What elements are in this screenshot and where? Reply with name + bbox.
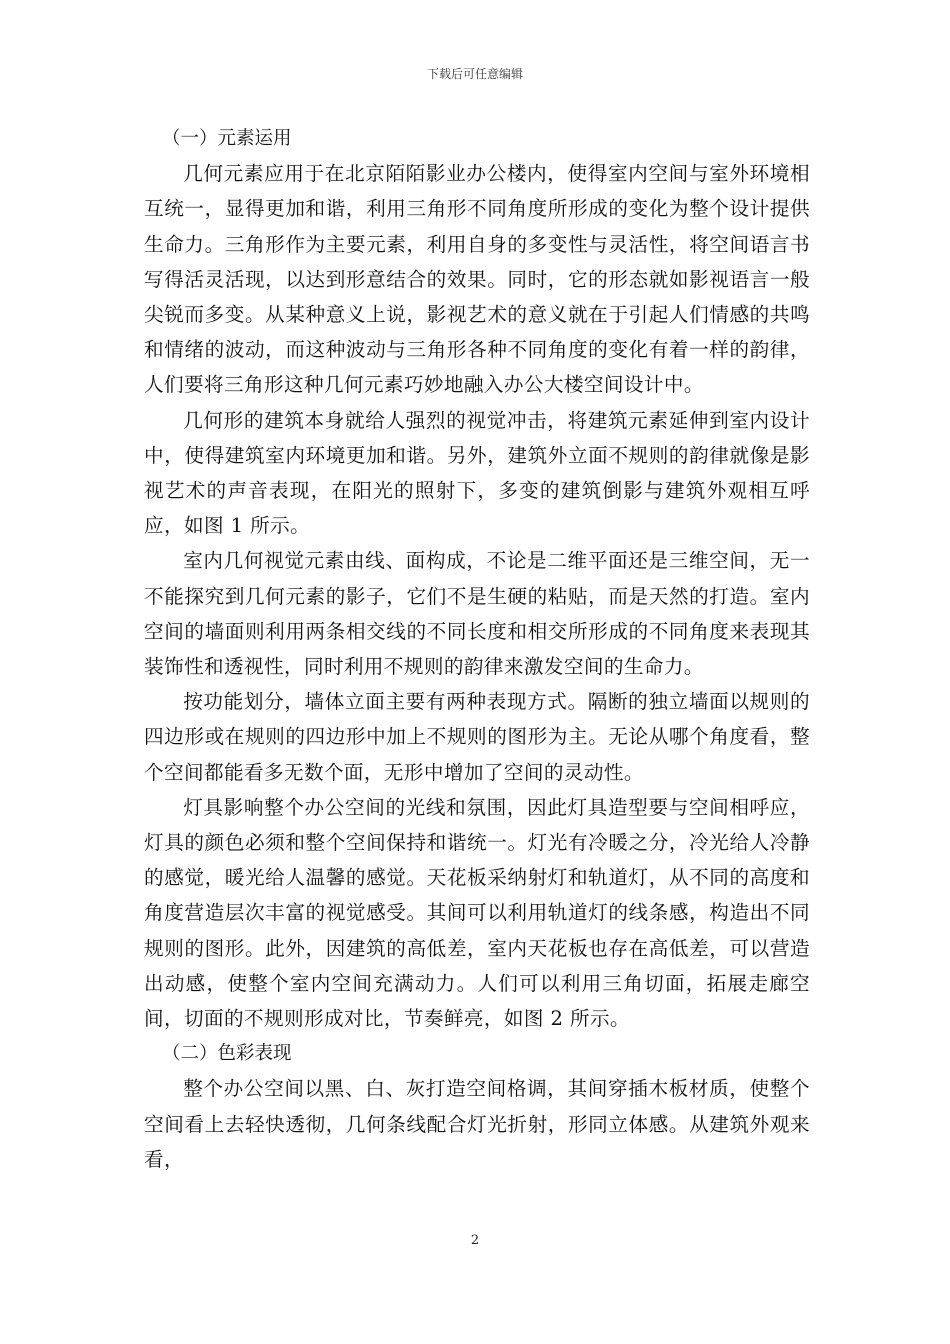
- section-heading-color: （二）色彩表现: [162, 1043, 292, 1065]
- page-header: 下载后可任意编辑: [426, 67, 523, 81]
- paragraph-architecture: 几何形的建筑本身就给人强烈的视觉冲击，将建筑元素延伸到室内设计中，使得建筑室内环境更加和谐。另外，建筑外立面不规则的韵律就像是影视艺术的声音表现，在阳光的照射下，多变的建筑倒影与建筑外观相互呼应，如图 1 所示。: [144, 408, 810, 538]
- page-number: 2: [470, 1233, 480, 1248]
- page-body: [144, 121, 810, 1177]
- paragraph-geometric-elements: 几何元素应用于在北京陌陌影业办公楼内，使得室内空间与室外环境相互统一，显得更加和谐，利用三角形不同角度所形成的变化为整个设计提供生命力。三角形作为主要元素，利用自身的多变性与灵活性，将空间语言书写得活灵活现，以达到形意结合的效果。同时，它的形态就如影视语言一般尖锐而多变。从某种意义上说，影视艺术的意义就在于引起人们情感的共鸣和情绪的波动，而这种波动与三角形各种不同角度的变化有着一样的韵律，人们要将三角形这种几何元素巧妙地融入办公大楼空间设计中。: [144, 162, 810, 397]
- section-heading-elements: （一）元素运用: [162, 128, 292, 149]
- paragraph-lighting: 灯具影响整个办公空间的光线和氛围，因此灯具造型要与空间相呼应，灯具的颜色必须和整个空间保持和谐统一。灯光有冷暖之分，冷光给人冷静的感觉，暖光给人温馨的感觉。天花板采纳射灯和轨道灯，从不同的高度和角度营造层次丰富的视觉感受。其间可以利用轨道灯的线条感，构造出不同规则的图形。此外，因建筑的高低差，室内天花板也存在高低差，可以营造出动感，使整个室内空间充满动力。人们可以利用三角切面，拓展走廊空间，切面的不规则形成对比，节奏鲜亮，如图 2 所示。: [144, 795, 810, 1031]
- paragraph-wall-facade: 按功能划分，墙体立面主要有两种表现方式。隔断的独立墙面以规则的四边形或在规则的四边形中加上不规则的图形为主。无论从哪个角度看，整个空间都能看多无数个面，无形中增加了空间的灵动性。: [144, 690, 810, 784]
- paragraph-color-expression: 整个办公空间以黑、白、灰打造空间格调，其间穿插木板材质，使整个空间看上去轻快透彻，几何条线配合灯光折射，形同立体感。从建筑外观来看，: [144, 1077, 810, 1171]
- paragraph-interior-visual: 室内几何视觉元素由线、面构成，不论是二维平面还是三维空间，无一不能探究到几何元素的影子，它们不是生硬的粘贴，而是天然的打造。室内空间的墙面则利用两条相交线的不同长度和相交所形成的不同角度来表现其装饰性和透视性，同时利用不规则的韵律来激发空间的生命力。: [144, 549, 810, 679]
